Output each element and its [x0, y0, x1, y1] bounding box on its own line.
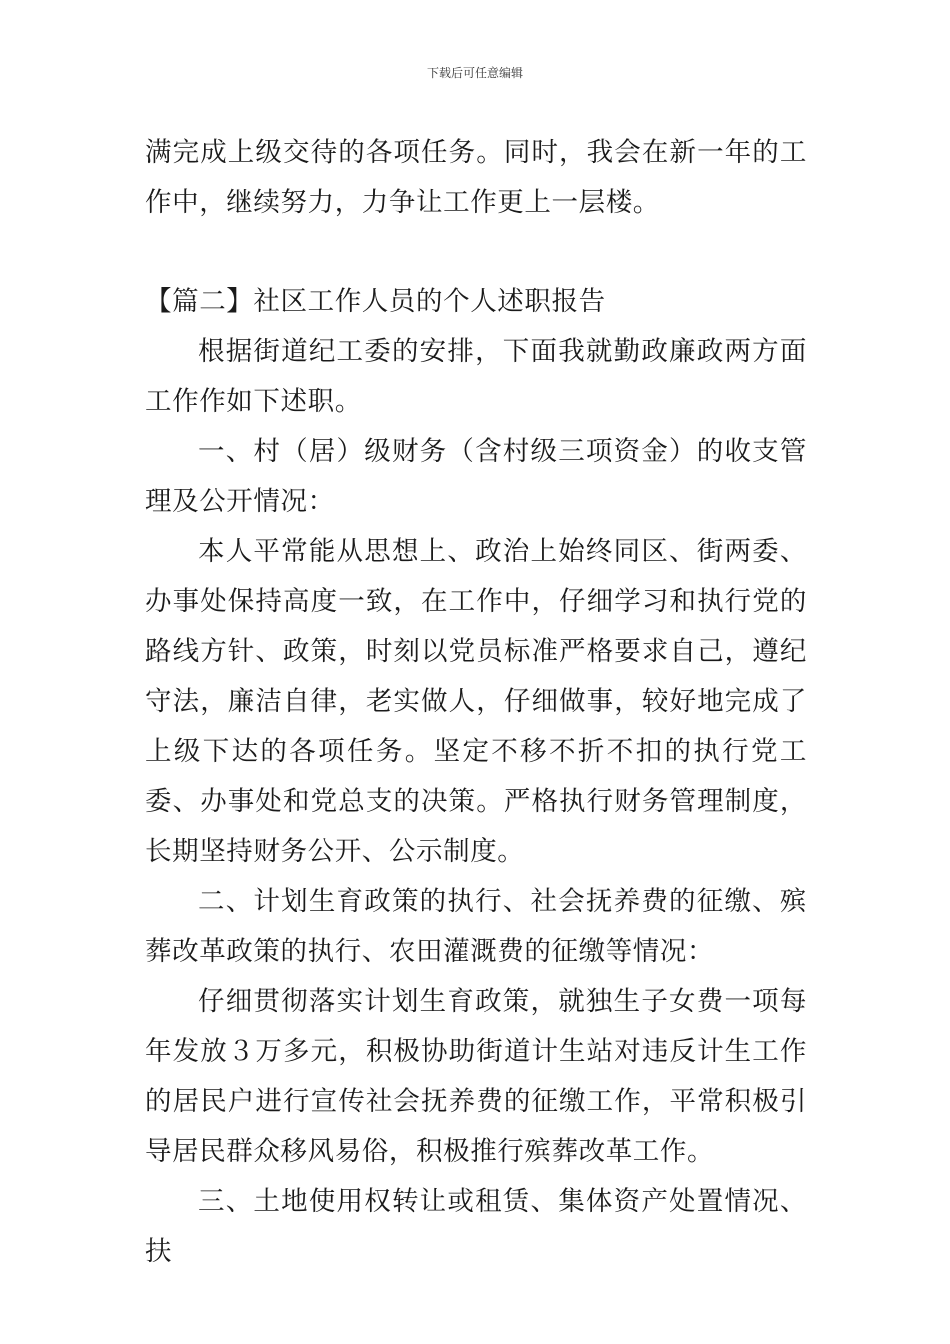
heading-item-1: 一、村（居）级财务（含村级三项资金）的收支管理及公开情况： [145, 436, 807, 517]
section-title: 【篇二】社区工作人员的个人述职报告 [145, 286, 606, 317]
heading-item-2: 二、计划生育政策的执行、社会抚养费的征缴、殡葬改革政策的执行、农田灌溉费的征缴等情况： [145, 886, 807, 967]
paragraph-item-1: 本人平常能从思想上、政治上始终同区、街两委、办事处保持高度一致，在工作中，仔细学习和执行党的路线方针、政策，时刻以党员标准严格要求自己，遵纪守法，廉洁自律，老实做人，仔细做事，较好地完成了上级下达的各项任务。坚定不移不折不扣的执行党工委、办事处和党总支的决策。严格执行财务管理制度，长期坚持财务公开、公示制度。 [145, 536, 807, 867]
paragraph-item-2: 仔细贯彻落实计划生育政策，就独生子女费一项每年发放３万多元，积极协助街道计生站对违反计生工作的居民户进行宣传社会抚养费的征缴工作，平常积极引导居民群众移风易俗，积极推行殡葬改革工作。 [145, 986, 807, 1167]
page-header: 下载后可任意编辑 [426, 66, 523, 80]
document-body [145, 128, 807, 1277]
paragraph-closing: 满完成上级交待的各项任务。同时，我会在新一年的工作中，继续努力，力争让工作更上一层楼。 [145, 137, 807, 218]
heading-item-3: 三、土地使用权转让或租赁、集体资产处置情况、扶 [145, 1186, 807, 1267]
paragraph-intro: 根据街道纪工委的安排，下面我就勤政廉政两方面工作作如下述职。 [145, 336, 807, 417]
